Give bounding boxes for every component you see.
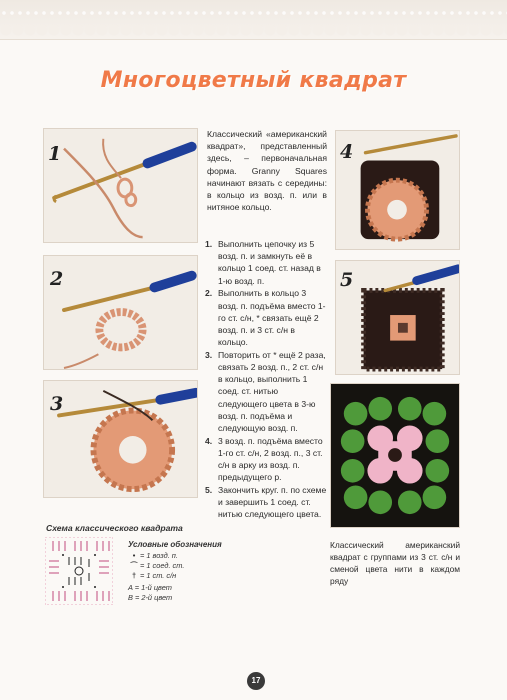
instruction-list [205,238,327,521]
legend-row: † = 1 ст. с/н [128,571,222,581]
chain-stitch-icon: • [132,551,136,560]
legend-row: ⌒ = 1 соед. ст. [128,561,222,571]
granny-square-illustration [331,384,459,527]
crochet-scheme-diagram [45,537,113,605]
hook-with-dark-round-illustration [336,131,459,249]
step-photo-1 [43,128,198,243]
final-square-photo [330,383,460,528]
legend-row: • = 1 возд. п. [128,551,222,561]
instruction-step: 1. Выполнить цепочку из 5 возд. п. и замкнуть её в кольцо 1 соед. ст. назад в 1-ю возд. п. [205,239,321,286]
step-photo-5 [335,260,460,375]
intro-paragraph: Классический «американский квадрат», представленный здесь, – первоначальная форма. Granny Squares начинают вязать с середины: в кольцо из возд. п. или в нитяное кольцо. [207,129,327,213]
step-photo-label: 2 [50,268,64,290]
scheme-legend [128,540,222,603]
step-photo-label: 3 [50,393,64,415]
step-photo-3 [43,380,198,498]
lace-header-dots [0,8,507,18]
legend-color-b: B = 2-й цвет [128,593,173,602]
instruction-step: 2. Выполнить в кольцо 3 возд. п. подъёма вместо 1-го ст. с/н, * связать ещё 2 возд. п. и 3 ст. с/н в кольцо. [205,288,326,348]
double-crochet-icon: † [131,571,137,580]
step-photo-2 [43,255,198,370]
hook-with-square-illustration [336,261,459,374]
step-photo-label: 5 [340,269,354,291]
hook-with-round-illustration [44,381,197,497]
instruction-step: 5. Закончить круг. п. по схеме и завершить 1 соед. ст. нитью следующего цвета. [205,485,327,520]
step-photo-4 [335,130,460,250]
page-number: 17 [247,672,265,690]
hook-with-chain-illustration [44,129,197,242]
slip-stitch-icon: ⌒ [130,561,138,570]
scheme-title: Схема классического квадрата [46,523,183,533]
instruction-step: 3. Повторить от * ещё 2 раза, связать 2 возд. п., 2 ст. с/н в кольцо, выполнить 1 соед. ст. нитью следующего цвета в 3-ю возд. п. подъёма и следующую возд. п. [205,349,326,434]
legend-color-a: A = 1-й цвет [128,583,172,592]
lace-header-border [0,0,507,40]
step-photo-label: 4 [340,141,354,163]
photo-caption: Классический американский квадрат с группами из 3 ст. с/н и сменой цвета нити в каждом ряду [330,540,460,586]
hook-with-ring-illustration [44,256,197,369]
step-photo-label: 1 [48,143,62,165]
page-title: Многоцветный квадрат [100,68,407,93]
legend-title: Условные обозначения [128,540,222,549]
instruction-step: 4. 3 возд. п. подъёма вместо 1-го ст. с/н, 2 возд. п., 3 ст. с/н в арку из возд. п. предыдущего р. [205,435,323,483]
